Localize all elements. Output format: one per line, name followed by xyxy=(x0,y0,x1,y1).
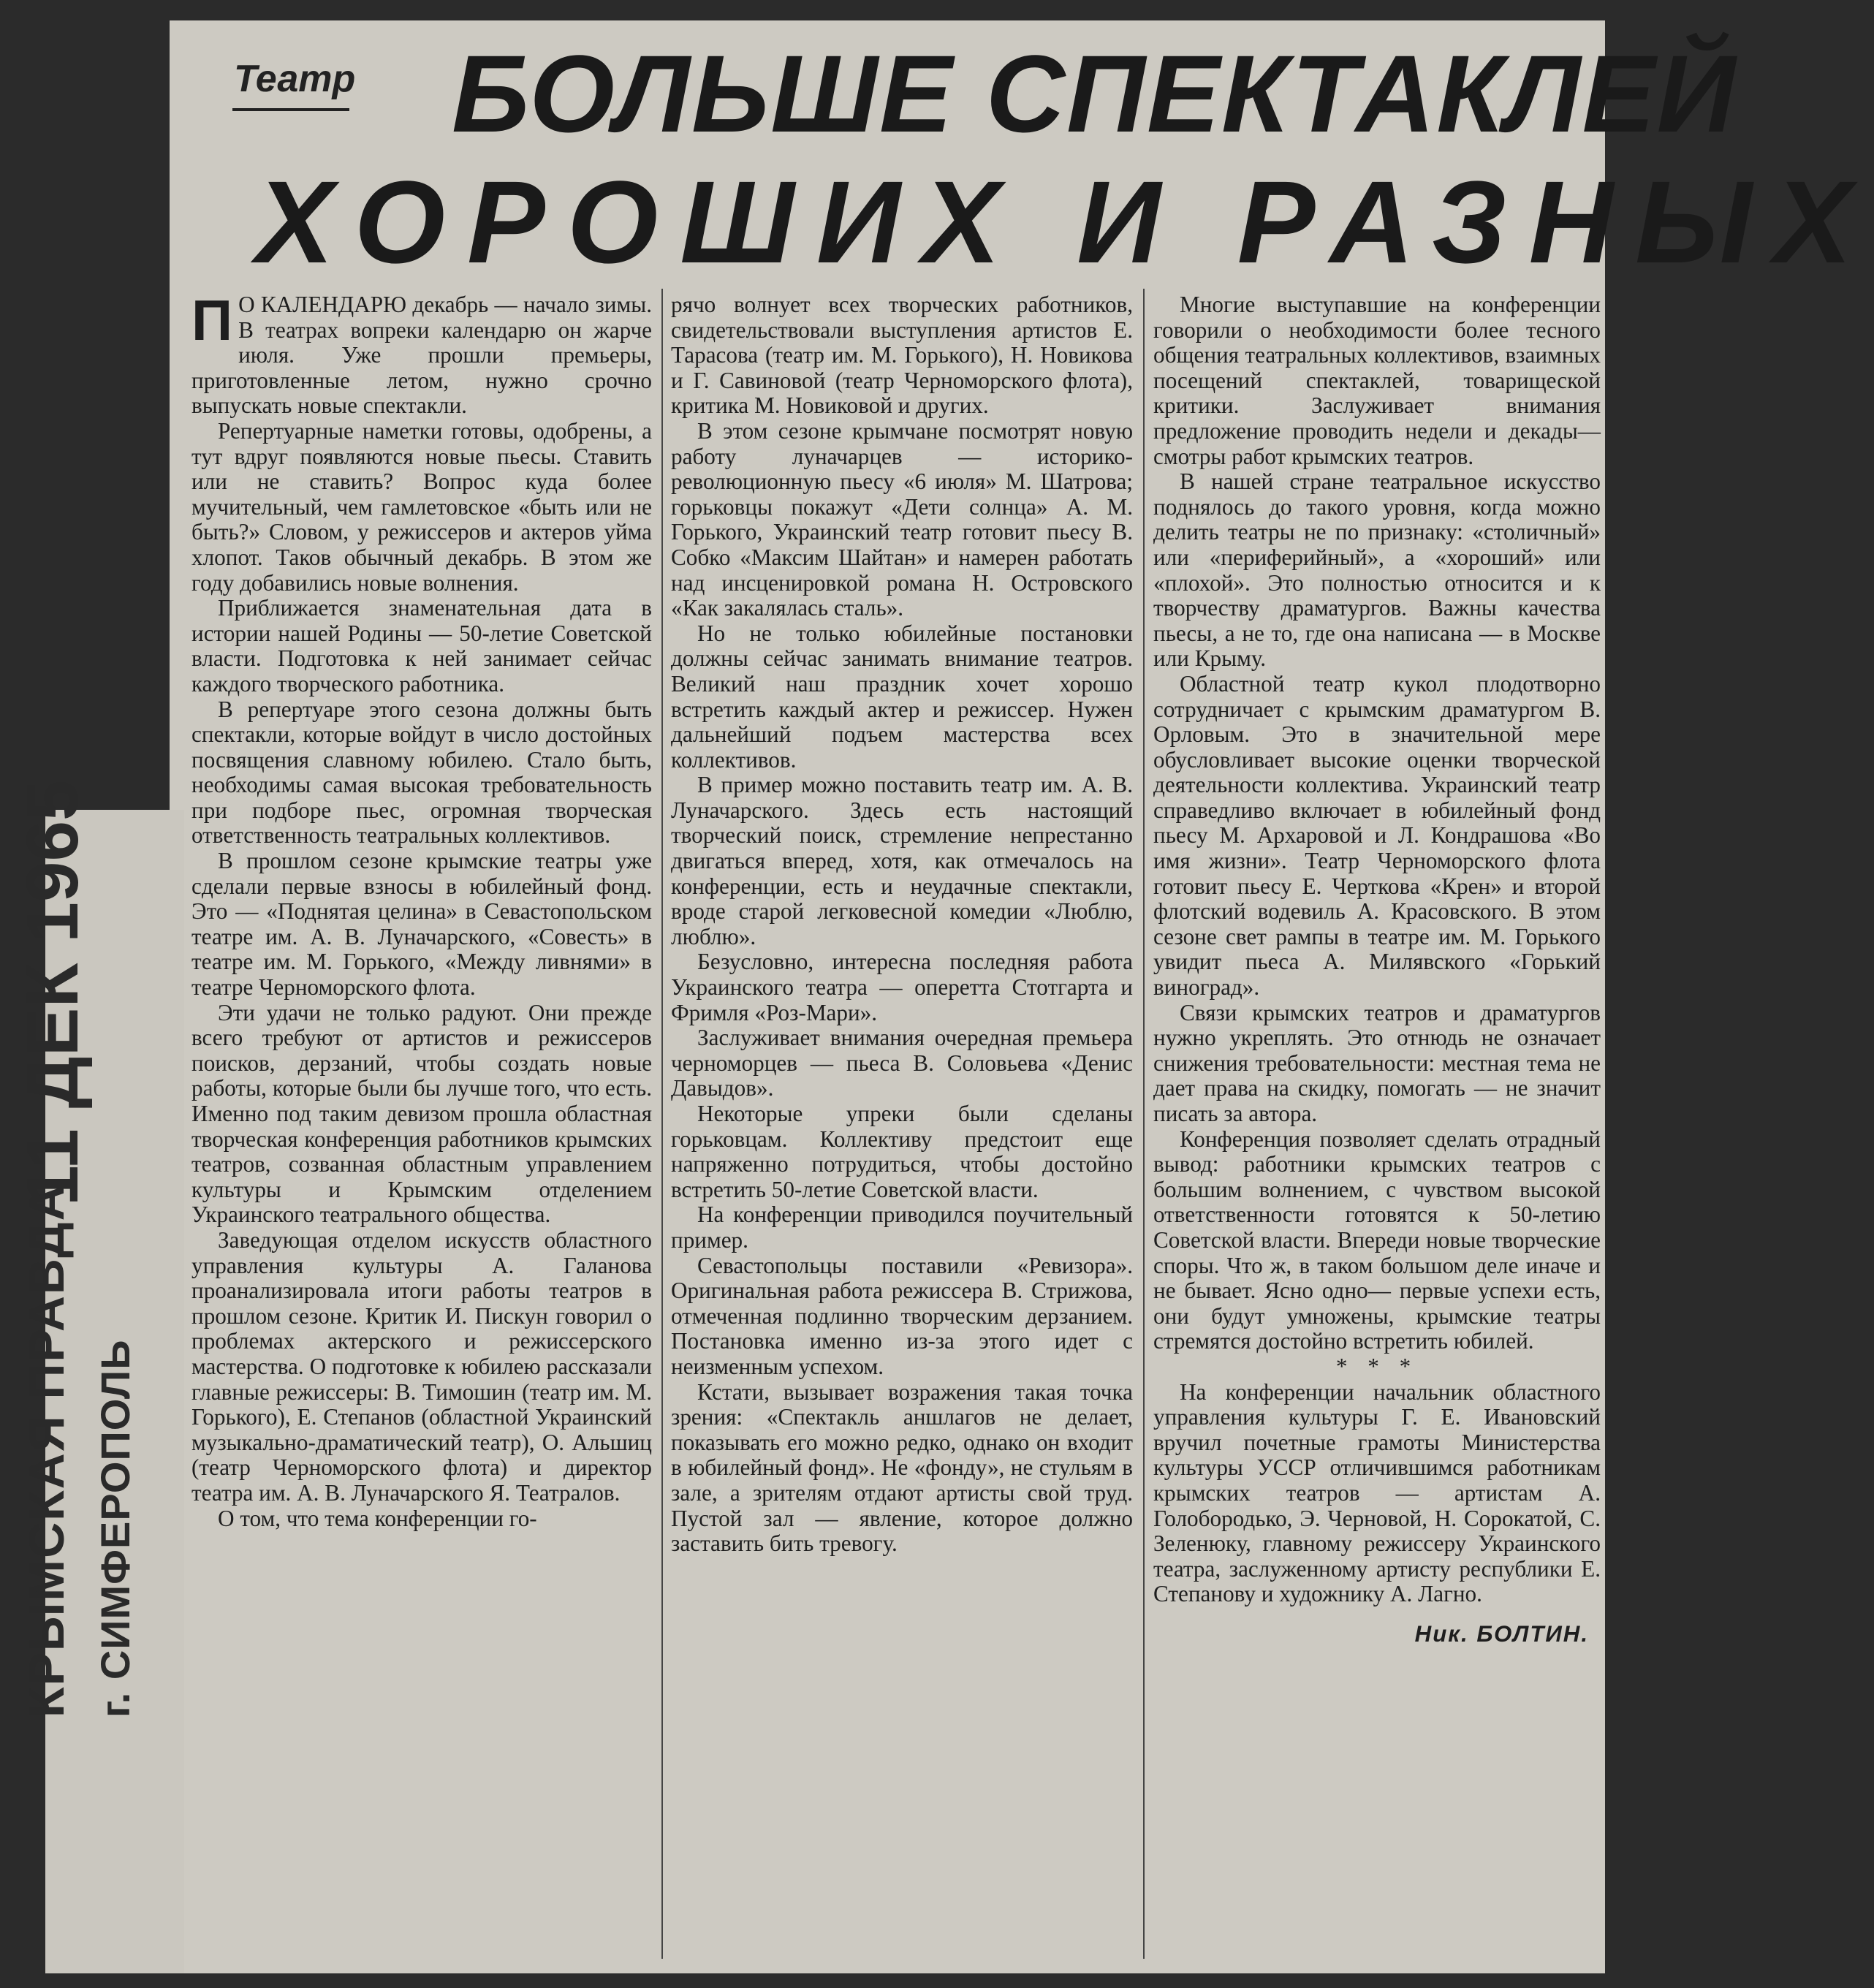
stamp-newspaper-name: КРЫМСКАЯ ПРАВДА xyxy=(19,1183,75,1718)
paragraph: Конференция позволяет сделать отрадный вывод: работники крымских театров с большим волнением, с чувством высокой ответственности готовятся к 50-летию Советской власти. Впереди новые творческие споры. Что ж, в таком большом деле иначе и не бывает. Ясно одно— первые успехи есть, они будут умножены, крымские театры стремятся достойно встретить юбилей. xyxy=(1153,1126,1601,1354)
rubric-underline xyxy=(232,108,349,111)
paragraph: Эти удачи не только радуют. Они прежде всего требуют от артистов и режиссеров поисков, дерзаний, чтобы создать новые работы, которые были бы лучше того, что есть. Именно под таким девизом прошла областная творческая конференция работников крымских театров, созванная областным управлением культуры и Крымским отделением Украинского театрального общества. xyxy=(191,999,652,1228)
paragraph: Репертуарные наметки готовы, одобрены, а тут вдруг появляются новые пьесы. Ставить или не ставить? Вопрос куда более мучительный, чем гамлетовское «быть или не быть?» Словом, у режиссеров и актеров уйма хлопот. Таков обычный декабрь. В этом же году добавились новые волнения. xyxy=(191,417,652,596)
paragraph: Многие выступавшие на конференции говорили о необходимости более тесного общения театральных коллективов, взаимных посещений спектаклей, товарищеской критики. Заслуживает внимания предложение проводить недели и декады—смотры работ крымских театров. xyxy=(1153,292,1601,469)
article-column-3 xyxy=(1153,292,1601,1647)
paragraph: Некоторые упреки были сделаны горьковцам. Коллективу предстоит еще напряженно потрудиться, чтобы достойно встретить 50-летие Советской власти. xyxy=(671,1101,1133,1202)
article-column-2 xyxy=(671,292,1133,1557)
paragraph: рячо волнует всех творческих работников, свидетельствовали выступления артистов Е. Тарасова (театр им. М. Горького), Н. Новикова и Г. Савиновой (театр Черноморского флота), критика М. Новиковой и других. xyxy=(671,292,1133,419)
paragraph: Заслуживает внимания очередная премьера черноморцев — пьеса В. Соловьева «Денис Давыдов». xyxy=(671,1025,1133,1101)
author-signature: Ник. БОЛТИН. xyxy=(1414,1620,1589,1647)
section-separator: * * * xyxy=(1335,1353,1419,1379)
paragraph: О том, что тема конференции го- xyxy=(218,1505,537,1531)
article-column-1 xyxy=(191,288,652,1531)
paragraph: Но не только юбилейные постановки должны сейчас занимать внимание театров. Великий наш праздник хочет хорошо встретить каждый актер и режиссер. Нужен дальнейший подъем мастерства всех коллективов. xyxy=(671,620,1133,773)
stamp-date: 11 ДЕК 1965 xyxy=(12,780,94,1206)
headline-line-1: БОЛЬШЕ СПЕКТАКЛЕЙ xyxy=(452,32,1737,155)
paragraph: В репертуаре этого сезона должны быть спектакли, которые войдут в число достойных посвящения славному юбилею. Стало быть, необходимы самая высокая требовательность при подборе пьес, огромная творческая ответственность театральных коллективов. xyxy=(191,696,652,849)
column-divider xyxy=(661,289,663,1959)
paragraph: На конференции приводился поучительный пример. xyxy=(671,1202,1133,1253)
paragraph: Областной театр кукол плодотворно сотрудничает с крымским драматургом В. Орловым. Это в значительной мере обусловливает высокие оценки творческой деятельности коллектива. Украинский театр справедливо включает в юбилейный фонд пьесу М. Архаровой и Л. Кондрашова «Во имя жизни». Театр Черноморского флота готовит пьесу Е. Черткова «Крен» и второй флотский водевиль А. Красовского. В этом сезоне свет рампы в театре им. М. Горького увидит пьеса А. Милявского «Горький виноград». xyxy=(1153,670,1601,1001)
archive-stamp xyxy=(11,780,179,1718)
paragraph: Связи крымских театров и драматургов нужно укреплять. Это отнюдь не означает снижения требовательности: местная тема не дает права на скидку, помогать — не значит писать за автора. xyxy=(1153,999,1601,1126)
paragraph: П О КАЛЕНДАРЮ декабрь — начало зимы. В театрах вопреки календарю он жарче июля. Уже прошли премьеры, приготовленные летом, нужно срочно выпускать новые спектакли. xyxy=(191,288,652,419)
paragraph: Севастопольцы поставили «Ревизора». Оригинальная работа режиссера В. Стрижова, отмеченная подлинно творческим дерзанием. Постановка именно из-за этого идет с неизменным успехом. xyxy=(671,1252,1133,1379)
stamp-city: г. СИМФЕРОПОЛЬ xyxy=(92,1339,138,1718)
paragraph: На конференции начальник областного управления культуры Г. Е. Ивановский вручил почетные грамоты Министерства культуры УССР отличившимся работникам крымских театров — артистам А. Голобородько, Э. Черновой, Н. Сорокатой, С. Зеленюку, главному режиссеру Украинского театра, заслуженному артисту республики Е. Степанову и художнику А. Лагно. xyxy=(1153,1378,1601,1607)
drop-cap: П xyxy=(191,288,233,352)
paragraph: В прошлом сезоне крымские театры уже сделали первые взносы в юбилейный фонд. Это — «Поднятая целина» в Севастопольском театре им. А. В. Луначарского, «Совесть» в театре им. М. Горького, «Между ливнями» в театре Черноморского флота. xyxy=(191,848,652,1001)
headline-line-2: ХОРОШИХ И РАЗНЫХ xyxy=(256,156,1874,287)
rubric-label: Театр xyxy=(234,58,356,100)
paragraph: В этом сезоне крымчане посмотрят новую работу луначарцев — историко-революционную пьесу «6 июля» М. Шатрова; горьковцы покажут «Дети солнца» А. М. Горького, Украинский театр готовит пьесу В. Собко «Максим Шайтан» и намерен работать над инсценировкой романа Н. Островского «Как закалялась сталь». xyxy=(671,417,1133,621)
paragraph: Заведующая отделом искусств областного управления культуры А. Галанова проанализировала итоги работы театров в прошлом сезоне. Критик И. Пискун говорил о проблемах актерского и режиссерского мастерства. О подготовке к юбилею рассказали главные режиссеры: В. Тимошин (театр им. М. Горького), Е. Степанов (областной Украинский музыкально-драматический театр), О. Альшиц (театр Черноморского флота) и директор театра им. А. В. Луначарского Я. Театралов. xyxy=(191,1226,652,1506)
paragraph: Кстати, вызывает возражения такая точка зрения: «Спектакль аншлагов не делает, показывать его можно редко, однако он входит в юбилейный фонд». Не «фонду», не стульям в зале, а зрителям отдают артисты свой труд. Пустой зал — явление, которое должно заставить бить тревогу. xyxy=(671,1378,1133,1557)
paragraph: В пример можно поставить театр им. А. В. Луначарского. Здесь есть настоящий творческий поиск, стремление непрестанно двигаться вперед, хотя, как отмечалось на конференции, есть и неудачные спектакли, вроде старой легковесной комедии «Люблю, люблю». xyxy=(671,772,1133,949)
paragraph: В нашей стране театральное искусство поднялось до такого уровня, когда можно делить театры не по признаку: «столичный» или «периферийный», а «хороший» или «плохой». Это полностью относится и к творчеству драматургов. Важны качества пьесы, а не то, где она написана — в Москве или Крыму. xyxy=(1153,468,1601,672)
column-divider xyxy=(1143,289,1145,1959)
paragraph: Приближается знаменательная дата в истории нашей Родины — 50-летие Советской власти. Подготовка к ней занимает сейчас каждого творческого работника. xyxy=(191,595,652,697)
paragraph: Безусловно, интересна последняя работа Украинского театра — оперетта Стотгарта и Фримля «Роз-Мари». xyxy=(671,949,1133,1025)
